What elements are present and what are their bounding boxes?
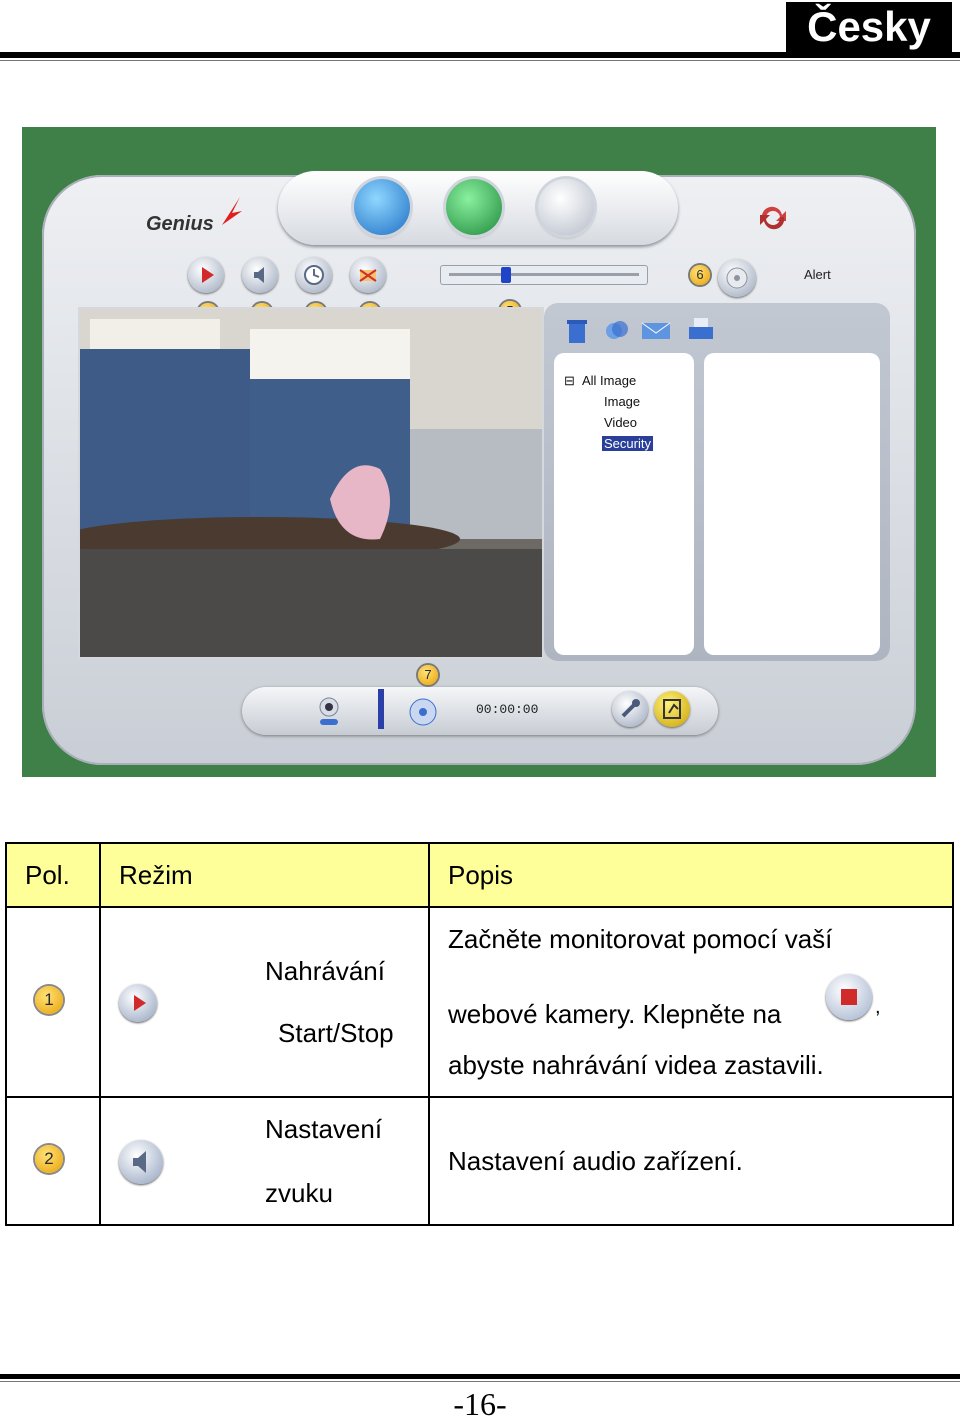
row1-desc-line3: abyste nahrávání videa zastavili. xyxy=(448,1050,824,1080)
camera-feed-image xyxy=(80,309,542,657)
row2-mode-cell xyxy=(100,1097,429,1225)
table-row xyxy=(6,1097,953,1225)
audio-settings-button[interactable] xyxy=(242,257,278,293)
callout-7: 7 xyxy=(418,665,438,685)
schedule-button[interactable] xyxy=(296,257,332,293)
wrench-icon xyxy=(612,691,648,727)
header-pos: Pol. xyxy=(25,860,70,890)
footer-rule xyxy=(0,1374,960,1379)
slider-knob[interactable] xyxy=(501,267,511,283)
refresh-icon[interactable] xyxy=(756,203,790,233)
header-cell-desc xyxy=(429,843,953,907)
page-number: -16- xyxy=(453,1386,507,1422)
exit-button[interactable] xyxy=(654,691,690,727)
print-icon[interactable] xyxy=(686,315,716,345)
app-screenshot xyxy=(22,127,936,777)
table-row xyxy=(6,907,953,1097)
video-mode-button[interactable] xyxy=(446,179,502,235)
tree-item-image[interactable]: Image xyxy=(604,394,641,409)
row1-desc-line1: Začněte monitorovat pomocí vaší xyxy=(448,924,833,954)
callout-2-icon: 2 xyxy=(35,1145,63,1173)
footer-rule-thin xyxy=(0,1381,960,1382)
exit-icon xyxy=(654,691,690,727)
mode-table xyxy=(5,842,954,1226)
play-triangle-icon xyxy=(119,984,157,1022)
speaker-icon xyxy=(242,257,278,293)
tree-item-all-image[interactable]: All Image xyxy=(582,373,637,388)
email-icon[interactable] xyxy=(640,319,672,343)
header-rule-thin xyxy=(0,60,960,61)
table-header-row xyxy=(6,843,953,907)
zoom-icon[interactable] xyxy=(602,317,632,345)
row1-pos-cell xyxy=(6,907,100,1097)
stop-square-icon xyxy=(841,989,857,1005)
row1-desc-cell xyxy=(429,907,953,1097)
row1-mode-line1: Nahrávání xyxy=(265,956,385,986)
folder-tree xyxy=(554,353,694,655)
thumbnail-area xyxy=(704,353,880,655)
genius-logo: Genius xyxy=(146,213,214,235)
record-icon xyxy=(119,984,157,1022)
trash-icon[interactable] xyxy=(564,317,590,345)
header-rule xyxy=(0,52,960,58)
photo-mode-button[interactable] xyxy=(354,179,410,235)
speaker-icon xyxy=(119,1140,163,1184)
audio-settings-icon xyxy=(119,1140,163,1184)
slider-track-line xyxy=(449,273,639,276)
record-disc-icon[interactable] xyxy=(406,695,440,729)
header-cell-pos xyxy=(6,843,100,907)
callout-1-icon: 1 xyxy=(35,986,63,1014)
header-cell-mode xyxy=(100,843,429,907)
sensitivity-slider[interactable] xyxy=(440,265,648,285)
tree-expander-icon[interactable]: ⊟ xyxy=(564,373,575,388)
disc-icon xyxy=(718,259,756,297)
alarm-button[interactable] xyxy=(350,257,386,293)
row1-desc-comma: , xyxy=(875,996,881,1018)
clock-icon xyxy=(296,257,332,293)
row2-mode-line2: zvuku xyxy=(265,1178,333,1208)
level-meter xyxy=(378,689,384,729)
language-tab: Česky xyxy=(786,2,952,52)
security-mode-button[interactable] xyxy=(538,179,594,235)
header-mode: Režim xyxy=(119,860,193,890)
record-button[interactable] xyxy=(188,257,224,293)
row1-desc-line2: webové kamery. Klepněte na xyxy=(448,999,782,1029)
tree-item-security[interactable]: Security xyxy=(604,436,651,451)
recording-timer: 00:00:00 xyxy=(476,702,539,717)
play-icon xyxy=(188,257,224,293)
video-preview xyxy=(78,307,544,659)
webcam-icon[interactable] xyxy=(312,693,346,729)
stop-icon xyxy=(826,974,872,1020)
alert-label: Alert xyxy=(804,267,831,282)
row2-pos-cell xyxy=(6,1097,100,1225)
alert-toggle-button[interactable] xyxy=(718,259,756,297)
logo-swoosh-icon xyxy=(218,195,244,229)
mail-alert-icon xyxy=(350,257,386,293)
gallery-panel xyxy=(544,303,890,661)
settings-button[interactable] xyxy=(612,691,648,727)
row1-mode-line2: Start/Stop xyxy=(278,1018,394,1048)
row1-mode-cell xyxy=(100,907,429,1097)
header-desc: Popis xyxy=(448,860,514,890)
tree-item-video[interactable]: Video xyxy=(604,415,638,430)
callout-6: 6 xyxy=(690,265,710,285)
row2-desc-line1: Nastavení audio zařízení. xyxy=(448,1146,743,1176)
row2-desc-cell xyxy=(429,1097,953,1225)
row2-mode-line1: Nastavení xyxy=(265,1114,383,1144)
